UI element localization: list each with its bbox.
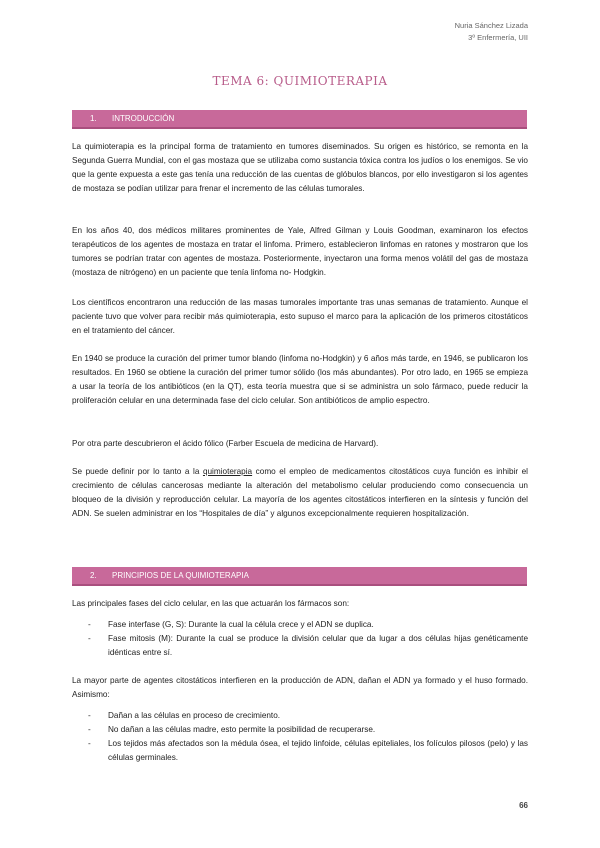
paragraph: En 1940 se produce la curación del primer tumor blando (linfoma no-Hodgkin) y 6 años más tarde, en 1946, se publicaron los resultados. En 1960 se obtiene la curación del primer tumor sólido (los más abundantes). Por otro lado, en 1965 se empieza a usar la teoría de los antibióticos (en la QT), esta teoría muestra que si se administra un solo fármaco, puede reducir la proliferación celular en una determinada fase del ciclo celular. Son antibióticos de amplio espectro.: [72, 354, 528, 405]
paragraph: La mayor parte de agentes citostáticos interfieren en la producción de ADN, dañan el ADN ya formado y el huso formado. Asimismo:: [72, 676, 528, 699]
section-heading-introduccion: [72, 110, 527, 129]
definition-text: como el empleo de medicamentos citostáticos cuya función es inhibir el crecimiento de células cancerosas mediante la alteración del metabolismo celular produciendo como consecuencia un bloqueo de la división y reproducción celular. La mayoría de los agentes citostáticos interfieren en la síntesis y función del ADN. Se suelen administrar en los “Hospitales de día” y algunos excepcionalmente requieren hospitalización.: [72, 467, 528, 518]
paragraph-definition: [72, 465, 528, 521]
underlined-term: quimioterapia: [202, 467, 253, 476]
section-title: PRINCIPIOS DE LA QUIMIOTERAPIA: [112, 571, 249, 580]
list-item: - Los tejidos más afectados son la médula ósea, el tejido linfoide, células epiteliales, los folículos pilosos (pelo) y las células germinales.: [88, 737, 528, 765]
section-title: INTRODUCCIÓN: [112, 114, 175, 123]
list-item: - Fase mitosis (M): Durante la cual se produce la división celular que da lugar a dos células hijas genéticamente idénticas entre sí.: [88, 632, 528, 660]
header-course: 3º Enfermería, UII: [468, 33, 528, 42]
effects-list: [88, 709, 528, 765]
paragraph: Las principales fases del ciclo celular, en las que actuarán los fármacos son:: [72, 599, 350, 608]
page-number: 66: [519, 801, 528, 810]
paragraph: Por otra parte descubrieron el ácido fólico (Farber Escuela de medicina de Harvard).: [72, 439, 379, 448]
definition-lead: Se puede definir por lo tanto a la: [72, 467, 203, 476]
phase-list: [88, 618, 528, 660]
paragraph: La quimioterapia es la principal forma de tratamiento en tumores diseminados. Su origen es histórico, se remonta en la Segunda Guerra Mundial, con el gas mostaza que se utilizaba como sustancia tóxica contra los judíos o los enemigos. Se vio que la gente expuesta a este gas tenía una reducción de las cuentas de glóbulos blancos, por ello investigaron si los agentes de mostaza se podían utilizar para frenar el incremento de las células tumorales.: [72, 142, 528, 193]
header-author: Nuria Sánchez Lizada: [454, 21, 528, 30]
list-item: - No dañan a las células madre, esto permite la posibilidad de recuperarse.: [88, 723, 528, 737]
section-heading-principios: [72, 567, 527, 586]
list-item: - Fase interfase (G, S): Durante la cual la célula crece y el ADN se duplica.: [88, 618, 528, 632]
section-number: 2.: [90, 571, 97, 580]
paragraph: Los científicos encontraron una reducción de las masas tumorales importante tras unas semanas de tratamiento. Aunque el paciente tuvo que volver para recibir más quimioterapia, esto supuso el marco para la aplicación de los primeros citostáticos en el tratamiento del cáncer.: [72, 298, 528, 335]
section-number: 1.: [90, 114, 97, 123]
document-title: TEMA 6: QUIMIOTERAPIA: [212, 74, 388, 88]
paragraph: En los años 40, dos médicos militares prominentes de Yale, Alfred Gilman y Louis Goodman, examinaron los efectos terapéuticos de los agentes de mostaza en tratar el linfoma. Primero, establecieron linfomas en ratones y mostraron que los tumores se podrían tratar con agentes de mostaza. Posteriormente, inyectaron una forma menos volátil del gas de mostaza (mostaza de nitrógeno) en un paciente que tenía linfoma no- Hodgkin.: [72, 226, 528, 277]
list-item: - Dañan a las células en proceso de crecimiento.: [88, 709, 528, 723]
